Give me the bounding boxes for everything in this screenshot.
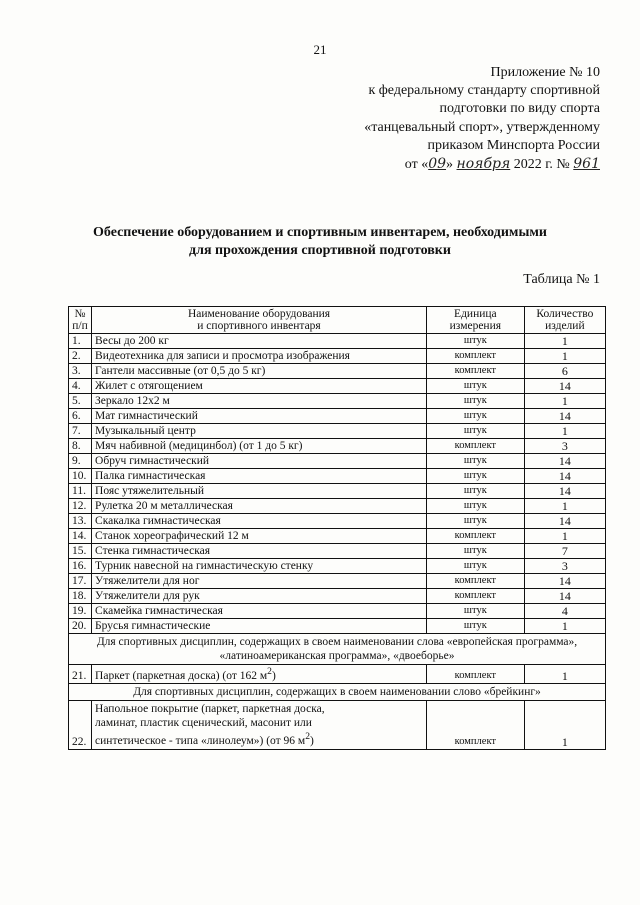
row-qty: 14: [524, 379, 605, 394]
appendix-date-line: [300, 155, 600, 174]
table-label: Таблица № 1: [523, 272, 600, 287]
row-unit: комплект: [426, 439, 524, 454]
row-qty: 7: [524, 544, 605, 559]
row-qty: 14: [524, 409, 605, 424]
date-month: ноября: [456, 156, 511, 173]
row-num: 7.: [69, 424, 92, 439]
table-row: [69, 544, 606, 559]
table-row: [69, 604, 606, 619]
row-unit: штук: [426, 604, 524, 619]
row-num: 21.: [69, 665, 92, 684]
row-num: 15.: [69, 544, 92, 559]
row-qty: 1: [524, 334, 605, 349]
row-name: Утяжелители для ног: [92, 574, 427, 589]
title-line-2: для прохождения спортивной подготовки: [189, 243, 451, 258]
header-name: Наименование оборудования и спортивного инвентаря: [92, 307, 427, 334]
row-unit: штук: [426, 454, 524, 469]
row-num: 11.: [69, 484, 92, 499]
table-row: [69, 394, 606, 409]
row-num: 14.: [69, 529, 92, 544]
row-name: Напольное покрытие (паркет, паркетная доска, ламинат, пластик сценический, масонит или синтетическое - типа «линолеум») (от 96 $м^2$): [92, 700, 427, 749]
header-num: № п/п: [69, 307, 92, 334]
row-num: 9.: [69, 454, 92, 469]
row-name: Рулетка 20 м металлическая: [92, 499, 427, 514]
row-unit: штук: [426, 514, 524, 529]
row-qty: 3: [524, 439, 605, 454]
row-name: Видеотехника для записи и просмотра изображения: [92, 349, 427, 364]
table-row: [69, 454, 606, 469]
row-unit: комплект: [426, 529, 524, 544]
section-row-breaking: [69, 683, 606, 700]
table-row: [69, 484, 606, 499]
row-num: 22.: [69, 700, 92, 749]
row-unit: комплект: [426, 349, 524, 364]
table-row: [69, 439, 606, 454]
equipment-table: [68, 306, 606, 750]
row-num: 19.: [69, 604, 92, 619]
row-num: 6.: [69, 409, 92, 424]
row-qty: 14: [524, 574, 605, 589]
row-name: Брусья гимнастические: [92, 619, 427, 634]
row-qty: 3: [524, 559, 605, 574]
row-num: 10.: [69, 469, 92, 484]
document-title: [40, 224, 600, 260]
appendix-header: [300, 64, 600, 174]
row-unit: штук: [426, 334, 524, 349]
table-row: [69, 349, 606, 364]
table-row: [69, 574, 606, 589]
row-unit: штук: [426, 619, 524, 634]
row-num: 3.: [69, 364, 92, 379]
order-number: 961: [573, 156, 600, 173]
table-row: [69, 700, 606, 749]
date-day: 09: [428, 156, 447, 173]
row-unit: штук: [426, 424, 524, 439]
appendix-line-1: Приложение № 10: [490, 65, 600, 80]
row-num: 20.: [69, 619, 92, 634]
row-name: Мат гимнастический: [92, 409, 427, 424]
date-year: 2022 г. №: [510, 157, 574, 173]
row-name: Пояс утяжелительный: [92, 484, 427, 499]
header-qty: Количество изделий: [524, 307, 605, 334]
table-row: [69, 379, 606, 394]
row-unit: комплект: [426, 665, 524, 684]
appendix-line-2: к федеральному стандарту спортивной: [368, 83, 600, 99]
row-name: Жилет с отягощением: [92, 379, 427, 394]
row-unit: комплект: [426, 364, 524, 379]
row-name: Зеркало 12х2 м: [92, 394, 427, 409]
row-name: Утяжелители для рук: [92, 589, 427, 604]
table-row: [69, 499, 606, 514]
row-unit: штук: [426, 559, 524, 574]
appendix-line-5: приказом Минспорта России: [427, 137, 600, 153]
row-qty: 1: [524, 349, 605, 364]
row-unit: штук: [426, 394, 524, 409]
row-name: Скамейка гимнастическая: [92, 604, 427, 619]
page-number: 21: [313, 42, 327, 57]
table-row: [69, 334, 606, 349]
table-row: [69, 364, 606, 379]
table-row: [69, 529, 606, 544]
row-name: Станок хореографический 12 м: [92, 529, 427, 544]
row-qty: 1: [524, 394, 605, 409]
table-row: [69, 559, 606, 574]
row-num: 1.: [69, 334, 92, 349]
table-row: [69, 409, 606, 424]
row-qty: 1: [524, 424, 605, 439]
row-unit: комплект: [426, 700, 524, 749]
row-qty: 14: [524, 514, 605, 529]
row-num: 13.: [69, 514, 92, 529]
appendix-line-3: подготовки по виду спорта: [439, 101, 600, 117]
row-name: Стенка гимнастическая: [92, 544, 427, 559]
appendix-line-4: «танцевальный спорт», утвержденному: [364, 119, 600, 135]
row-unit: штук: [426, 484, 524, 499]
row-num: 16.: [69, 559, 92, 574]
table-row: [69, 469, 606, 484]
section-dance-programs: Для спортивных дисциплин, содержащих в своем наименовании слова «европейская программа», «латиноамериканская программа», «двоеборье»: [69, 634, 606, 665]
table-row: [69, 589, 606, 604]
row-name: Весы до 200 кг: [92, 334, 427, 349]
row-num: 5.: [69, 394, 92, 409]
row-qty: 1: [524, 529, 605, 544]
row-unit: штук: [426, 409, 524, 424]
row-qty: 6: [524, 364, 605, 379]
row-num: 4.: [69, 379, 92, 394]
row-qty: 1: [524, 499, 605, 514]
row-qty: 1: [524, 700, 605, 749]
row-num: 2.: [69, 349, 92, 364]
row-num: 18.: [69, 589, 92, 604]
row-unit: комплект: [426, 574, 524, 589]
row-name: Музыкальный центр: [92, 424, 427, 439]
row-num: 12.: [69, 499, 92, 514]
row-name: Турник навесной на гимнастическую стенку: [92, 559, 427, 574]
row-name: Паркет (паркетная доска) (от 162 $м^2$): [92, 665, 427, 684]
row-name: Обруч гимнастический: [92, 454, 427, 469]
row-qty: 14: [524, 454, 605, 469]
row-name: Палка гимнастическая: [92, 469, 427, 484]
row-num: 8.: [69, 439, 92, 454]
table-header-row: [69, 307, 606, 334]
row-qty: 1: [524, 619, 605, 634]
section-row-dance-programs: [69, 634, 606, 665]
title-line-1: Обеспечение оборудованием и спортивным инвентарем, необходимыми: [93, 225, 547, 240]
table-row: [69, 424, 606, 439]
row-unit: штук: [426, 469, 524, 484]
table-row: [69, 514, 606, 529]
row-qty: 14: [524, 469, 605, 484]
table-row: [69, 619, 606, 634]
table-row: [69, 665, 606, 684]
row-unit: штук: [426, 499, 524, 514]
row-qty: 4: [524, 604, 605, 619]
header-unit: Единица измерения: [426, 307, 524, 334]
row-qty: 14: [524, 484, 605, 499]
row-name: Скакалка гимнастическая: [92, 514, 427, 529]
row-unit: штук: [426, 379, 524, 394]
row-num: 17.: [69, 574, 92, 589]
section-breaking: Для спортивных дисциплин, содержащих в своем наименовании слово «брейкинг»: [69, 683, 606, 700]
row-unit: комплект: [426, 589, 524, 604]
row-qty: 14: [524, 589, 605, 604]
date-prefix: от «: [404, 157, 429, 173]
row-name: Гантели массивные (от 0,5 до 5 кг): [92, 364, 427, 379]
row-qty: 1: [524, 665, 605, 684]
row-unit: штук: [426, 544, 524, 559]
row-name: Мяч набивной (медицинбол) (от 1 до 5 кг): [92, 439, 427, 454]
date-mid: »: [446, 157, 457, 173]
